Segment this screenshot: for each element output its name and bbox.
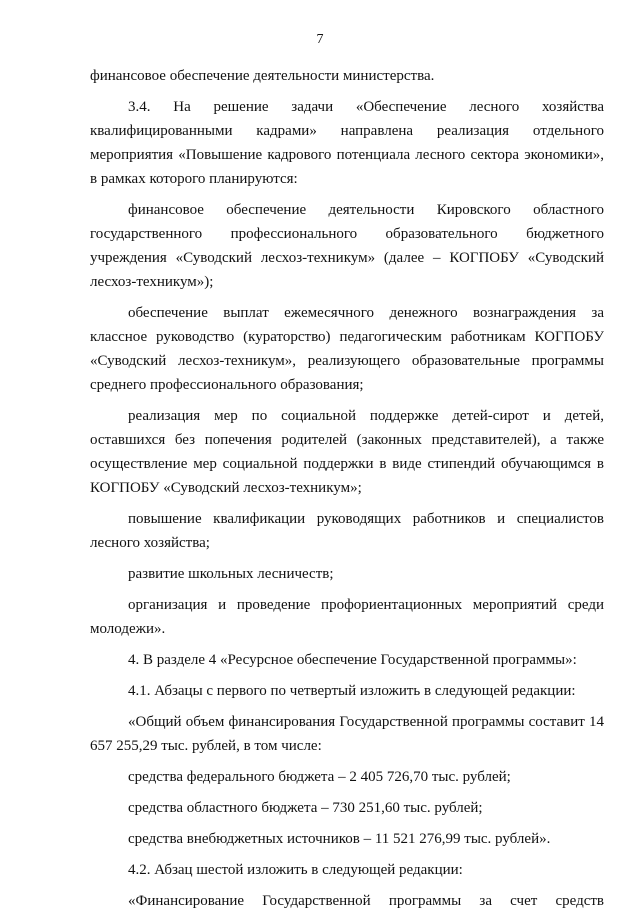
paragraph-section-4: 4. В разделе 4 «Ресурсное обеспечение Государственной программы»: bbox=[128, 652, 577, 668]
paragraph-financing-start: «Финансирование Государственной программы за счет средств bbox=[128, 893, 604, 909]
paragraph-4-2: 4.2. Абзац шестой изложить в следующей редакции: bbox=[128, 862, 463, 878]
list-item-career-events: организация и проведение профориентационных мероприятий среди молодежи». bbox=[90, 597, 604, 637]
list-item-school-forestries: развитие школьных лесничеств; bbox=[128, 566, 334, 582]
document-body bbox=[90, 64, 604, 913]
list-item-curator-payments: обеспечение выплат ежемесячного денежного вознаграждения за классное руководство (кураторство) педагогическим работникам КОГПОБУ «Суводский лесхоз-техникум», реализующего образовательные программы среднего профессионального образования; bbox=[90, 305, 604, 393]
list-item-social-support: реализация мер по социальной поддержке детей-сирот и детей, оставшихся без попечения родителей (законных представителей), а также осуществление мер социальной поддержки в виде стипендий обучающимся в КОГПОБУ «Суводский лесхоз-техникум»; bbox=[90, 408, 604, 496]
list-item-qualification: повышение квалификации руководящих работников и специалистов лесного хозяйства; bbox=[90, 511, 604, 551]
funding-regional: средства областного бюджета – 730 251,60 тыс. рублей; bbox=[128, 800, 483, 816]
list-item-financing-college: финансовое обеспечение деятельности Кировского областного государственного профессионального образовательного бюджетного учреждения «Суводский лесхоз-техникум» (далее – КОГПОБУ «Суводский лесхоз-техникум»); bbox=[90, 202, 604, 290]
paragraph-continuation: финансовое обеспечение деятельности министерства. bbox=[90, 68, 435, 84]
paragraph-total-funding: «Общий объем финансирования Государственной программы составит 14 657 255,29 тыс. рублей, в том числе: bbox=[90, 714, 604, 754]
funding-federal: средства федерального бюджета – 2 405 726,70 тыс. рублей; bbox=[128, 769, 511, 785]
paragraph-4-1: 4.1. Абзацы с первого по четвертый изложить в следующей редакции: bbox=[128, 683, 576, 699]
paragraph-3-4: 3.4. На решение задачи «Обеспечение лесного хозяйства квалифицированными кадрами» направлена реализация отдельного мероприятия «Повышение кадрового потенциала лесного сектора экономики», в рамках которого планируются: bbox=[90, 99, 604, 187]
funding-extrabudgetary: средства внебюджетных источников – 11 521 276,99 тыс. рублей». bbox=[128, 831, 551, 847]
page-number: 7 bbox=[316, 32, 324, 47]
